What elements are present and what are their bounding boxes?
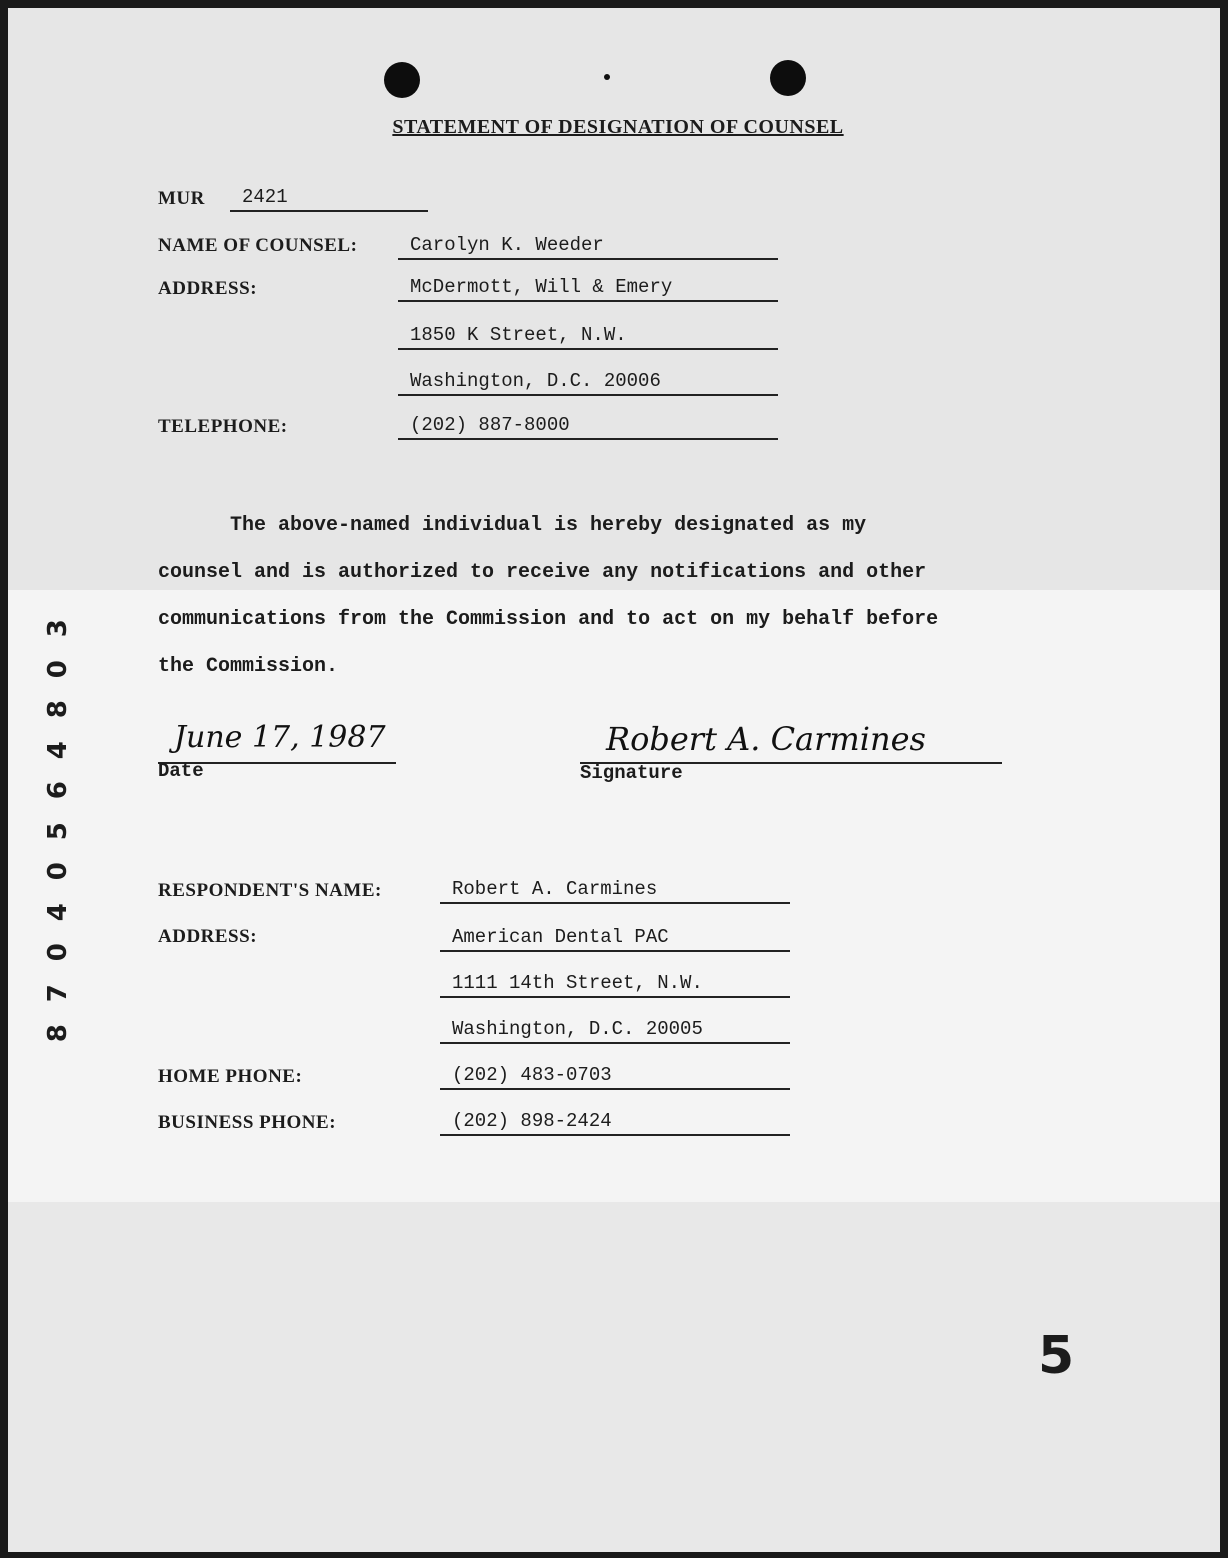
signature-label: Signature — [580, 762, 683, 784]
counsel-address-line-3: Washington, D.C. 20006 — [398, 368, 778, 396]
stamp-digit: 4 — [42, 902, 73, 921]
stamp-digit: 0 — [42, 862, 73, 881]
page-number: 5 — [1038, 1326, 1075, 1386]
counsel-telephone-value: (202) 887-8000 — [398, 412, 778, 440]
business-phone-label: BUSINESS PHONE: — [158, 1112, 337, 1133]
statement-line-3: communications from the Commission and to act on my behalf before — [158, 608, 939, 631]
document-page — [8, 8, 1220, 1552]
stamp-digit: 8 — [42, 700, 73, 719]
stamp-digit: 4 — [42, 740, 73, 759]
counsel-name-label: NAME OF COUNSEL: — [158, 235, 358, 256]
signature-line — [580, 738, 1002, 764]
business-phone-value: (202) 898-2424 — [440, 1108, 790, 1136]
respondent-name-value: Robert A. Carmines — [440, 876, 790, 904]
mur-label: MUR — [158, 188, 205, 209]
stamp-digit: 5 — [42, 821, 73, 840]
punch-dot-center — [604, 74, 610, 80]
statement-line-4: the Commission. — [158, 655, 339, 678]
stamp-digit: 3 — [42, 619, 73, 638]
mur-value: 2421 — [230, 184, 428, 212]
punch-hole-left — [384, 62, 420, 98]
stamp-digit: 0 — [42, 659, 73, 678]
punch-hole-right — [770, 60, 806, 96]
counsel-name-value: Carolyn K. Weeder — [398, 232, 778, 260]
designation-statement — [158, 502, 1098, 690]
stamp-digit: 7 — [42, 983, 73, 1002]
document-number-stamp — [38, 608, 78, 1054]
counsel-address-label: ADDRESS: — [158, 278, 258, 299]
respondent-address-line-3: Washington, D.C. 20005 — [440, 1016, 790, 1044]
counsel-address-line-1: McDermott, Will & Emery — [398, 274, 778, 302]
respondent-address-line-1: American Dental PAC — [440, 924, 790, 952]
handwritten-date: June 17, 1987 — [174, 720, 386, 755]
handwritten-signature: Robert A. Carmines — [606, 720, 926, 758]
respondent-address-label: ADDRESS: — [158, 926, 258, 947]
statement-line-1: The above-named individual is hereby designated as my — [230, 514, 867, 537]
counsel-address-line-2: 1850 K Street, N.W. — [398, 322, 778, 350]
stamp-digit: 0 — [42, 943, 73, 962]
home-phone-label: HOME PHONE: — [158, 1066, 303, 1087]
stamp-digit: 8 — [42, 1024, 73, 1043]
counsel-telephone-label: TELEPHONE: — [158, 416, 288, 437]
stamp-digit: 6 — [42, 781, 73, 800]
date-label: Date — [158, 760, 204, 782]
statement-line-2: counsel and is authorized to receive any notifications and other — [158, 561, 927, 584]
respondent-address-line-2: 1111 14th Street, N.W. — [440, 970, 790, 998]
respondent-name-label: RESPONDENT'S NAME: — [158, 880, 382, 901]
home-phone-value: (202) 483-0703 — [440, 1062, 790, 1090]
document-title: STATEMENT OF DESIGNATION OF COUNSEL — [392, 116, 844, 138]
